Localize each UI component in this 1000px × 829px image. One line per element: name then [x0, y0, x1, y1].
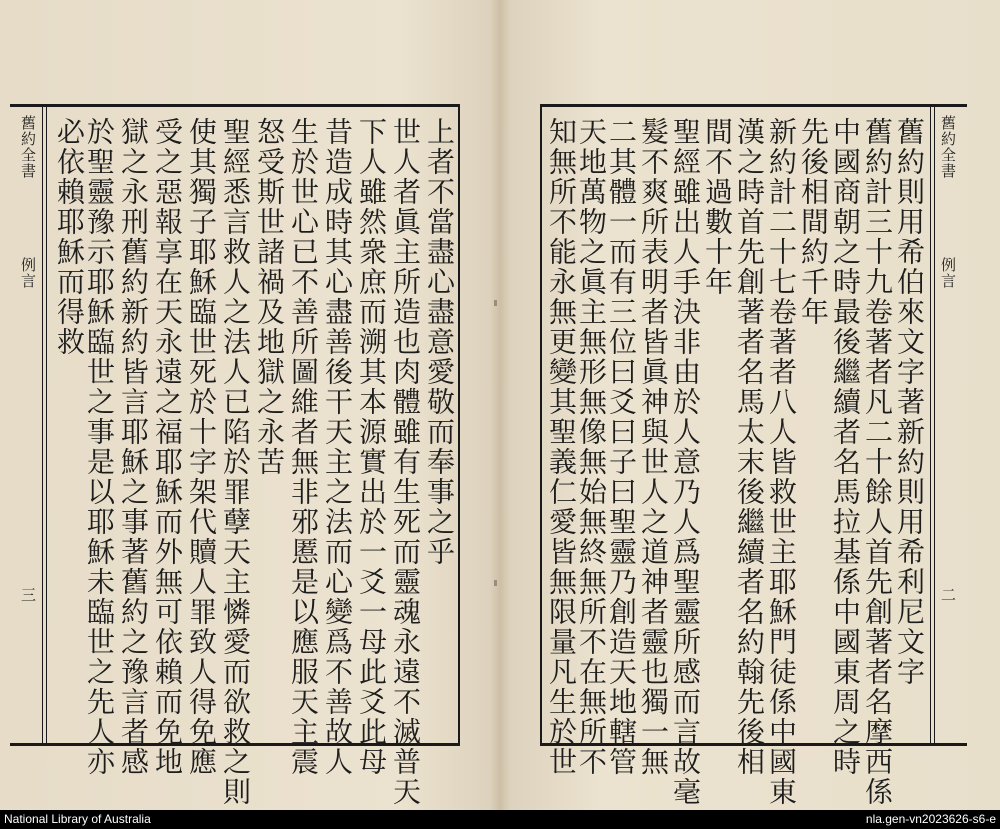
left-column-10: 獄之永刑舊約新約皆言耶穌之事著舊約之豫言者感: [117, 117, 150, 777]
right-column-1: 舊約則用希伯來文字著新約則用希利尼文字: [893, 117, 926, 687]
left-page: [0, 0, 500, 810]
footer-bar: [0, 810, 1000, 829]
right-margin-rule: [930, 107, 931, 743]
left-column-9: 受之惡報享在天永遠之福耶穌而外無可依賴而免地: [151, 117, 184, 777]
left-page-frame: [10, 104, 460, 807]
right-page-number: 二: [939, 587, 957, 603]
right-page: [500, 0, 1000, 810]
right-column-7: 間不過數十年: [701, 117, 734, 297]
left-column-5: 生於世心已不善所圖維者無非邪慝是以應服天主震: [287, 117, 320, 777]
left-column-7: 聖經悉言救人之法人已陷於罪孽天主憐愛而欲救之則: [219, 117, 252, 807]
left-margin-section: 例言: [19, 257, 37, 289]
right-margin-title: 舊約全書: [939, 115, 957, 179]
right-column-8: 聖經雖出人手決非由於人意乃人爲聖靈所感而言故毫: [669, 117, 702, 807]
right-column-5: 新約計二十七卷著者八人皆救世主耶穌門徒係中國東: [765, 117, 798, 807]
right-column-2: 舊約計三十九卷著者凡二十餘人首先創著者名摩西係: [861, 117, 894, 807]
left-column-11: 於聖靈豫示耶穌臨世之事是以耶穌未臨世之先人亦: [83, 117, 116, 777]
right-column-4: 先後相間約千年: [797, 117, 830, 327]
footer-identifier: nla.gen-vn2023626-s6-e: [865, 812, 996, 826]
right-page-frame: [540, 104, 967, 807]
right-column-12: 知無所不能永無更變其聖義仁愛皆無限量凡生於世: [545, 117, 578, 777]
left-margin-rule-inner: [42, 107, 43, 743]
left-column-6: 怒受斯世諸禍及地獄之永苦: [253, 117, 286, 477]
right-margin-section: 例言: [939, 257, 957, 289]
right-column-11: 天地萬物之眞主無形無像無始無終無所不在無所不: [575, 117, 608, 777]
left-page-number: 三: [19, 587, 37, 603]
binding-stitch: [494, 580, 497, 586]
left-margin-title: 舊約全書: [19, 115, 37, 179]
left-column-1: 上者不當盡心盡意愛敬而奉事之乎: [423, 117, 456, 567]
left-column-8: 使其獨子耶穌臨世死於十字架代贖人罪致人得免應: [185, 117, 218, 777]
left-column-12: 必依賴耶穌而得救: [53, 117, 86, 357]
left-column-2: 世人者眞主所造也肉體雖有生死而靈魂永遠不滅普天: [389, 117, 422, 807]
left-column-4: 昔造成時其心盡善後干天主之法而心變爲不善故人: [321, 117, 354, 777]
right-margin-rule-inner: [934, 107, 935, 743]
right-column-6: 漢之時首先創著者名馬太末後繼續者名約翰先後相: [733, 117, 766, 777]
left-column-3: 下人雖然衆庶而溯其本源實出於一爻一母此爻此母: [355, 117, 388, 777]
right-column-9: 髮不爽所表明者皆眞神與世人之道神者靈也獨一無: [637, 117, 670, 777]
footer-credit: National Library of Australia: [4, 812, 151, 826]
left-margin-rule: [46, 107, 47, 743]
right-column-3: 中國商朝之時最後繼續者名馬拉基係中國東周之時: [829, 117, 862, 777]
right-column-10: 二其體一而有三位曰爻曰子曰聖靈乃創造天地轄管: [605, 117, 638, 777]
binding-stitch: [494, 300, 497, 306]
